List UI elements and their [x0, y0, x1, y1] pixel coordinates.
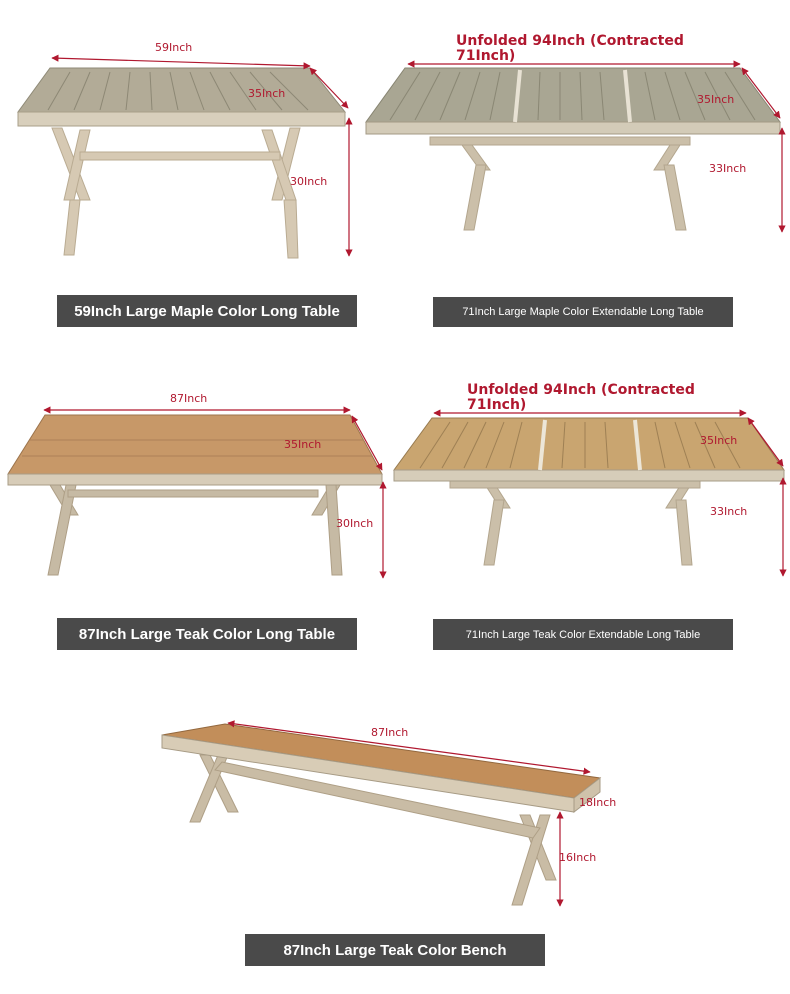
- caption-59-maple-table: 59Inch Large Maple Color Long Table: [57, 295, 357, 327]
- dim-height-87-teak: 30Inch: [336, 517, 374, 530]
- dim-depth-bench: 18Inch: [579, 796, 617, 809]
- dim-width-71-teak-line1: Unfolded 94Inch (Contracted: [467, 382, 695, 398]
- caption-71-maple-extendable: 71Inch Large Maple Color Extendable Long Table: [433, 297, 733, 327]
- dim-depth-71-maple: 35Inch: [697, 93, 735, 106]
- dim-width-bench: 87Inch: [371, 726, 409, 739]
- dim-height-71-maple: 33Inch: [709, 162, 747, 175]
- dim-depth-87-teak: 35Inch: [284, 438, 322, 451]
- dim-width-87-teak: 87Inch: [170, 392, 208, 405]
- table-59-maple-image: [18, 58, 349, 258]
- dim-width-71-teak-line2: 71Inch): [467, 397, 527, 413]
- dim-width-71-maple-line2: 71Inch): [456, 48, 516, 64]
- dim-height-bench: 16Inch: [559, 851, 597, 864]
- caption-87-teak-table: 87Inch Large Teak Color Long Table: [57, 618, 357, 650]
- dim-height-71-teak: 33Inch: [710, 505, 748, 518]
- dim-depth-59: 35Inch: [248, 87, 286, 100]
- bench-87-teak-image: [162, 723, 600, 906]
- dim-height-59: 30Inch: [290, 175, 328, 188]
- table-71-maple-extendable-image: [366, 64, 782, 232]
- dim-width-59: 59Inch: [155, 41, 193, 54]
- table-87-teak-image: [8, 410, 383, 578]
- dim-width-71-maple-line1: Unfolded 94Inch (Contracted: [456, 33, 684, 49]
- dim-depth-71-teak: 35Inch: [700, 434, 738, 447]
- caption-71-teak-extendable: 71Inch Large Teak Color Extendable Long Table: [433, 619, 733, 650]
- caption-87-teak-bench: 87Inch Large Teak Color Bench: [245, 934, 545, 966]
